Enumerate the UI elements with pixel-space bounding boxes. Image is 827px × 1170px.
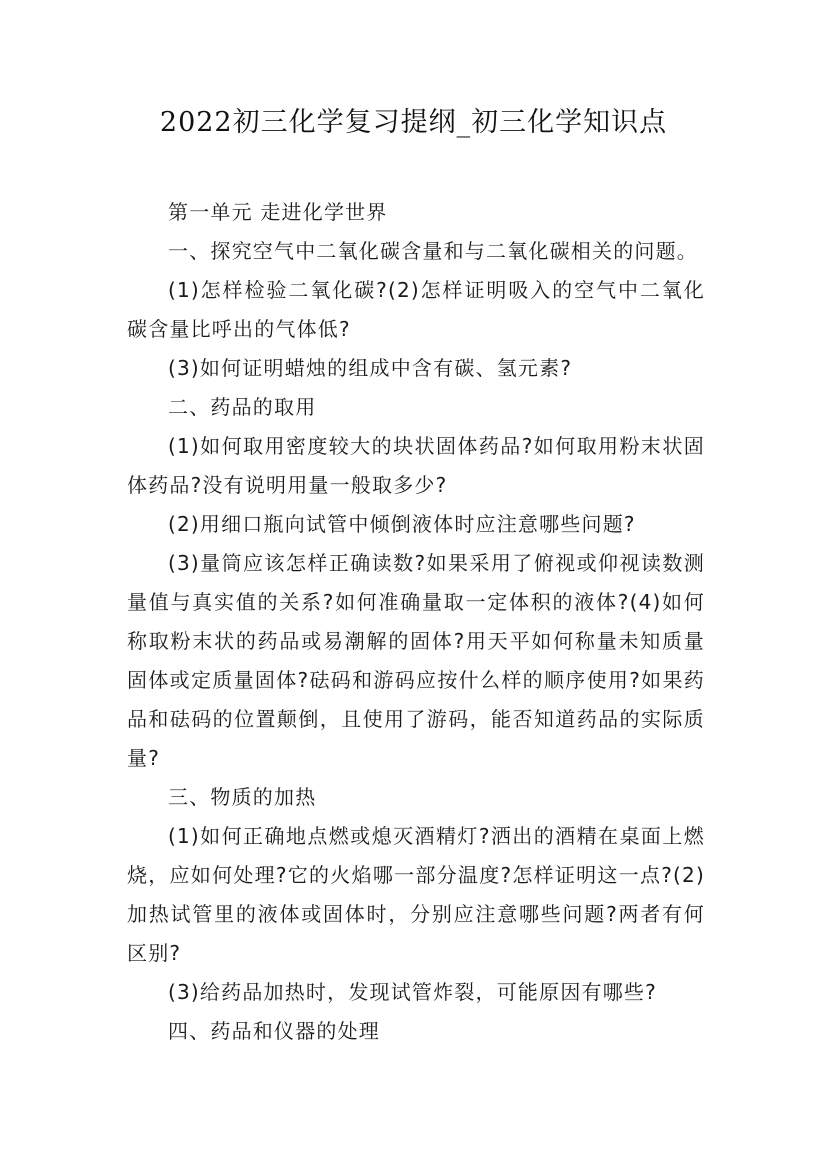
paragraph: (2)用细口瓶向试管中倾倒液体时应注意哪些问题? <box>168 512 636 536</box>
section-heading-3: 三、物质的加热 <box>168 785 317 809</box>
paragraph: (1)怎样检验二氧化碳?(2)怎样证明吸入的空气中二氧化碳含量比呼出的气体低? <box>127 278 705 341</box>
document-title: 2022初三化学复习提纲_初三化学知识点 <box>159 107 668 138</box>
paragraph: (3)量筒应该怎样正确读数?如果采用了俯视或仰视读数测量值与真实值的关系?如何准确量取一定体积的液体?(4)如何称取粉末状的药品或易潮解的固体?用天平如何称量未知质量固体或定质量固体?砝码和游码应按什么样的顺序使用?如果药品和砝码的位置颠倒，且使用了游码，能否知道药品的实际质量? <box>127 551 705 770</box>
section-heading-4: 四、药品和仪器的处理 <box>168 1019 380 1043</box>
paragraph: (3)如何证明蜡烛的组成中含有碳、氢元素? <box>168 356 573 380</box>
paragraph: (1)如何取用密度较大的块状固体药品?如何取用粉末状固体药品?没有说明用量一般取多少? <box>127 434 705 497</box>
section-heading-2: 二、药品的取用 <box>168 395 317 419</box>
paragraph: (3)给药品加热时，发现试管炸裂，可能原因有哪些? <box>168 980 657 1004</box>
document-body <box>127 193 705 1051</box>
section-heading-1: 一、探究空气中二氧化碳含量和与二氧化碳相关的问题。 <box>168 239 698 263</box>
paragraph: (1)如何正确地点燃或熄灭酒精灯?洒出的酒精在桌面上燃烧，应如何处理?它的火焰哪一部分温度?怎样证明这一点?(2)加热试管里的液体或固体时，分别应注意哪些问题?两者有何区别? <box>127 824 705 965</box>
unit-heading: 第一单元 走进化学世界 <box>168 200 388 224</box>
